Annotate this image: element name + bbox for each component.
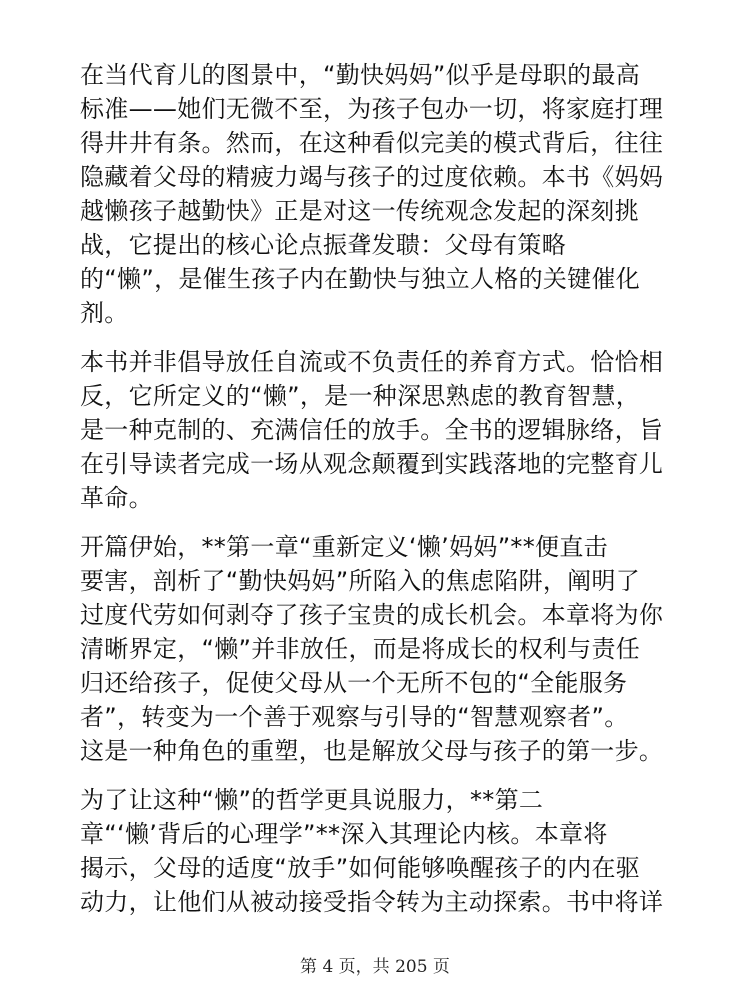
text-line: 归还给孩子，促使父母从一个无所不包的“全能服务 <box>80 669 628 697</box>
text-line: 这是一种角色的重塑，也是解放父母与孩子的第一步。 <box>80 737 664 765</box>
text-line: 越懒孩子越勤快》正是对这一传统观念发起的深刻挑 <box>80 197 639 225</box>
text-line: 在引导读者完成一场从观念颠覆到实践落地的完整育儿 <box>80 450 664 478</box>
text-line: 标准——她们无微不至，为孩子包办一切，将家庭打理 <box>80 95 664 123</box>
text-line: 者”，转变为一个善于观察与引导的“智慧观察者”。 <box>80 703 629 731</box>
text-line: 本书并非倡导放任自流或不负责任的养育方式。恰恰相 <box>80 348 664 376</box>
page-number-footer: 第 4 页，共 205 页 <box>300 957 450 977</box>
text-line: 在当代育儿的图景中，“勤快妈妈”似乎是母职的最高 <box>80 61 641 89</box>
text-line: 的“懒”，是催生孩子内在勤快与独立人格的关键催化 <box>80 265 641 293</box>
text-line: 要害，剖析了“勤快妈妈”所陷入的焦虑陷阱，阐明了 <box>80 567 641 595</box>
paragraph-3 <box>80 530 680 768</box>
text-line: 动力，让他们从被动接受指令转为主动探索。书中将详 <box>80 888 664 916</box>
text-line: 反，它所定义的“懒”，是一种深思熟虑的教育智慧， <box>80 382 641 410</box>
paragraph-1 <box>80 58 680 330</box>
text-line: 开篇伊始，**第一章“重新定义‘懒’妈妈”**便直击 <box>80 533 608 561</box>
text-line: 隐藏着父母的精疲力竭与孩子的过度依赖。本书《妈妈 <box>80 163 664 191</box>
text-line: 为了让这种“懒”的哲学更具说服力，**第二 <box>80 786 544 814</box>
text-line: 是一种克制的、充满信任的放手。全书的逻辑脉络，旨 <box>80 416 664 444</box>
text-line: 揭示，父母的适度“放手”如何能够唤醒孩子的内在驱 <box>80 854 641 882</box>
text-line: 过度代劳如何剥夺了孩子宝贵的成长机会。本章将为你 <box>80 601 664 629</box>
paragraph-4 <box>80 783 680 919</box>
text-line: 清晰界定，“懒”并非放任，而是将成长的权利与责任 <box>80 635 641 663</box>
body-text <box>80 58 680 934</box>
text-line: 章“‘懒’背后的心理学”**深入其理论内核。本章将 <box>80 820 608 848</box>
text-line: 革命。 <box>80 484 153 512</box>
text-line: 得井井有条。然而，在这种看似完美的模式背后，往往 <box>80 129 664 157</box>
paragraph-2 <box>80 345 680 515</box>
text-line: 剂。 <box>80 299 129 327</box>
text-line: 战，它提出的核心论点振聋发聩：父母有策略 <box>80 231 566 259</box>
